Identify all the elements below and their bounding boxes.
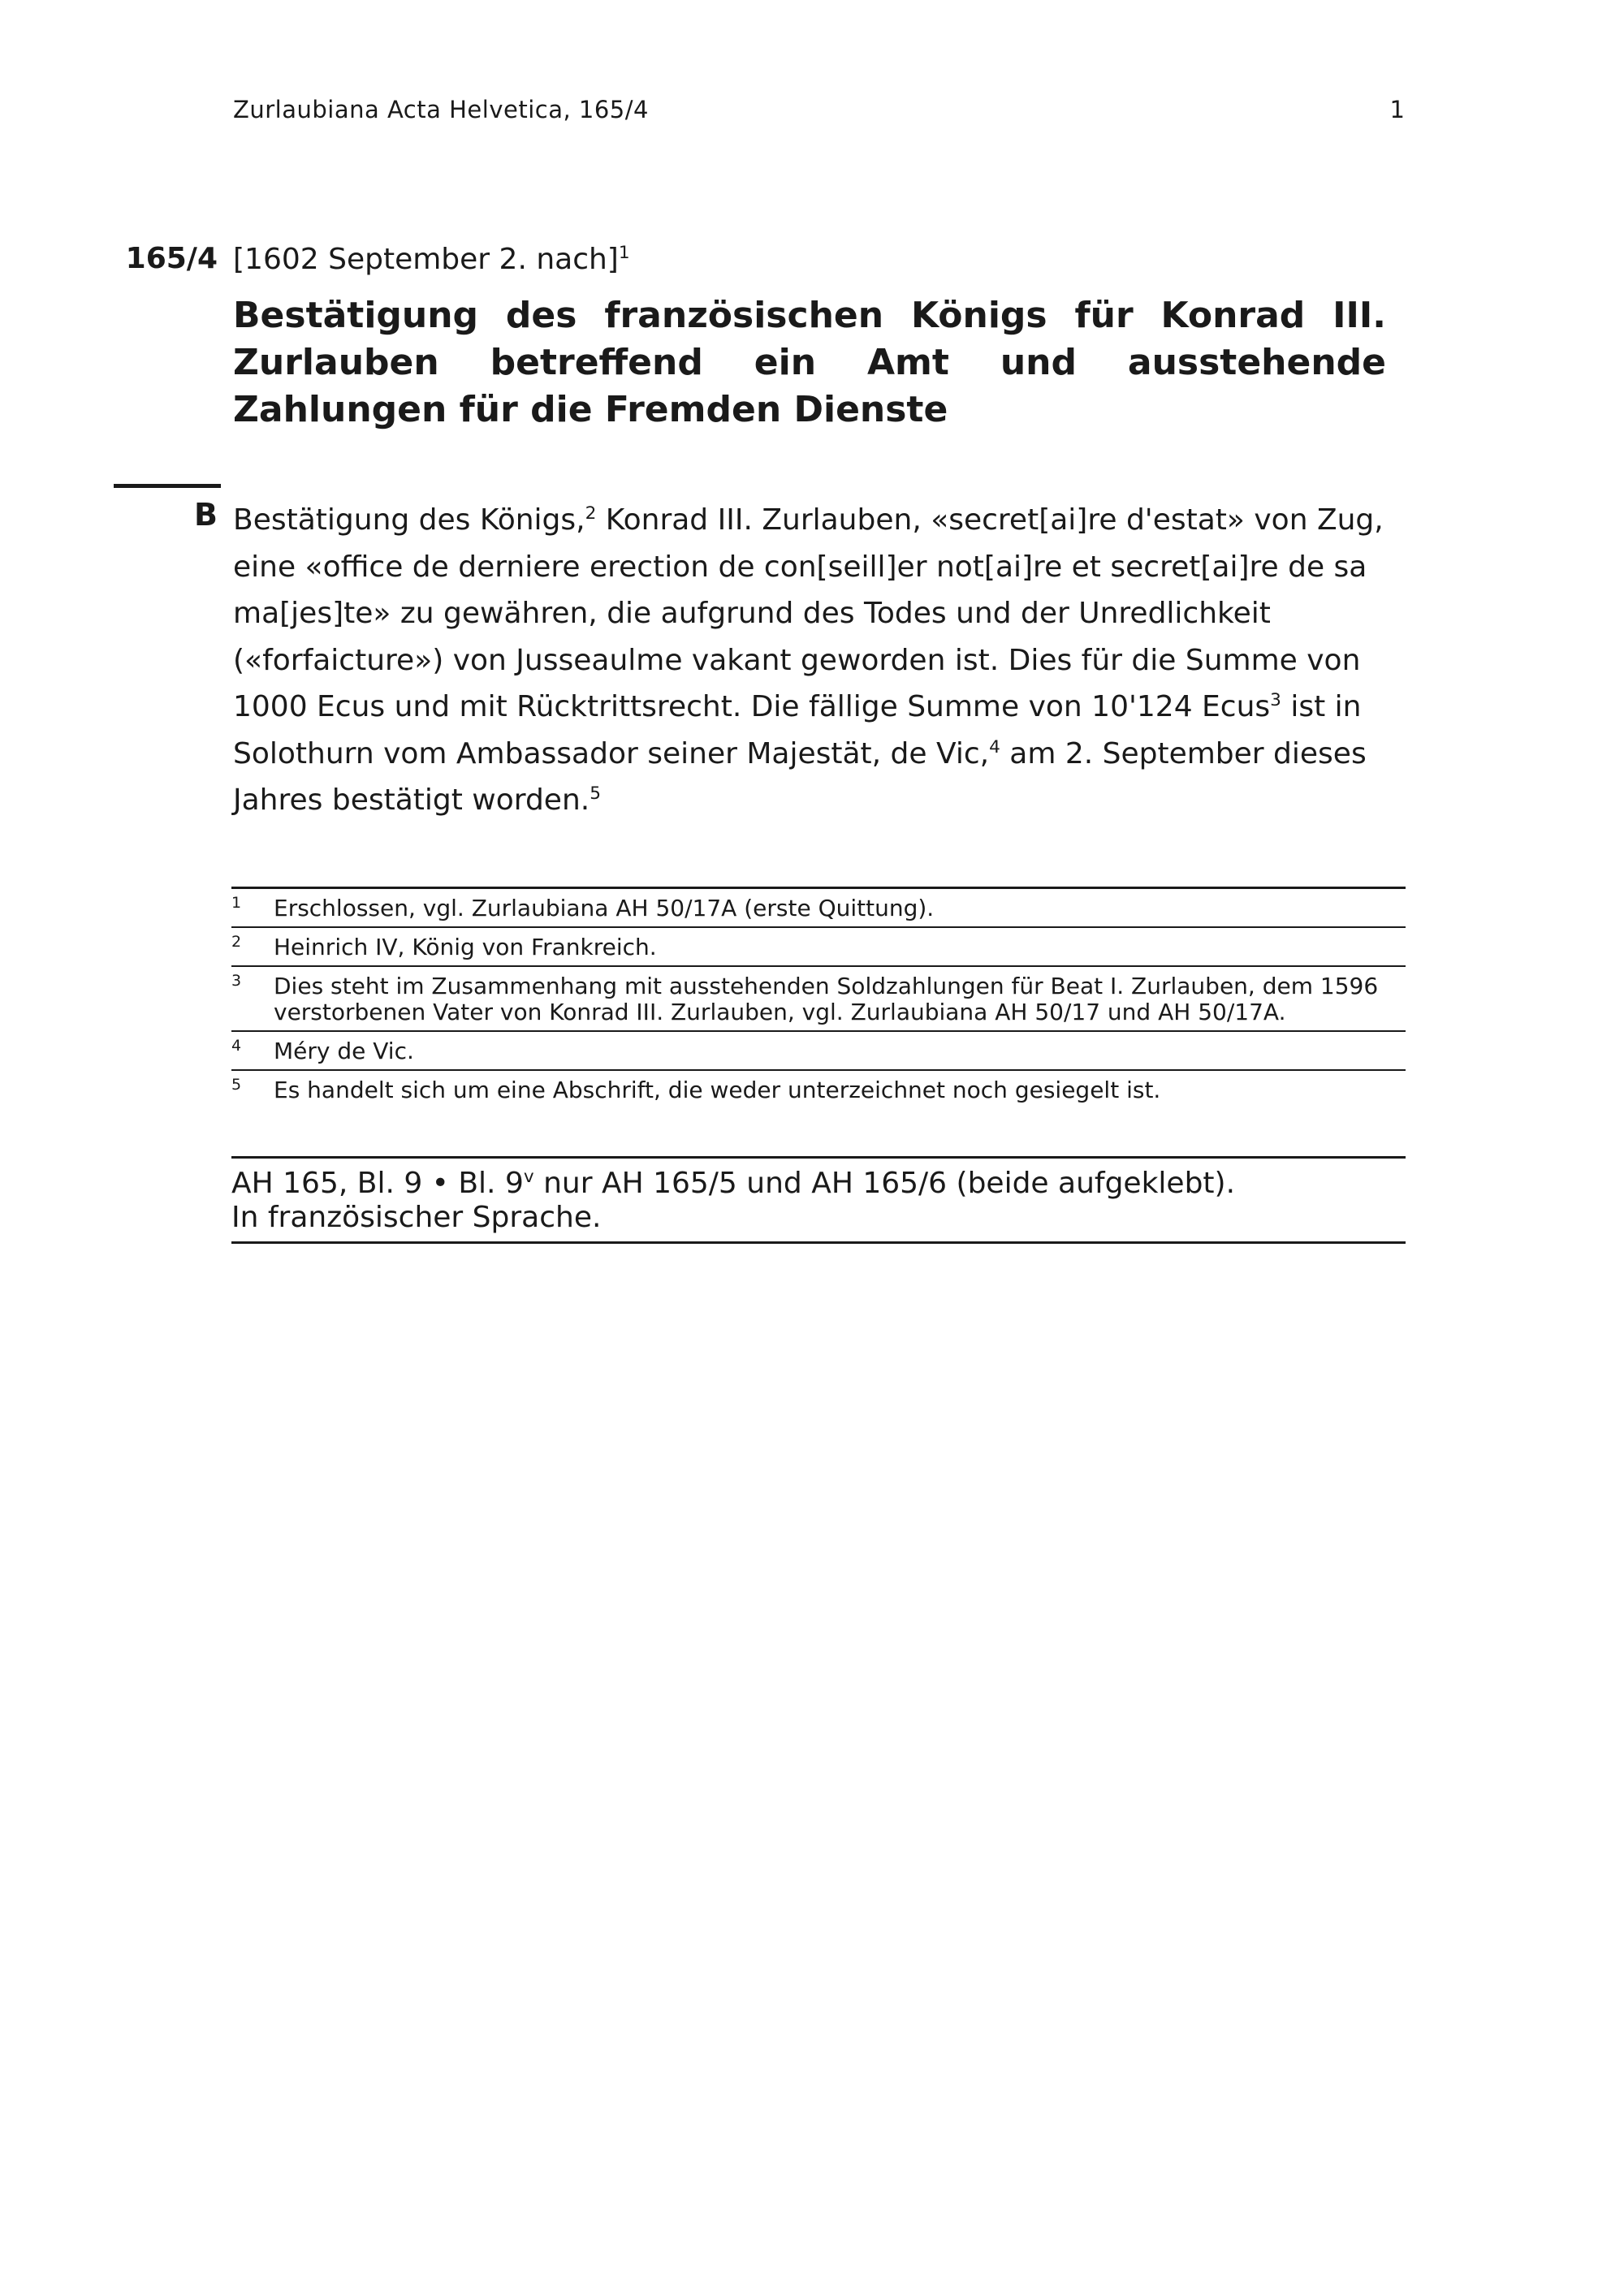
document-number: 165/4 xyxy=(125,242,218,275)
footnote-ref-5[interactable]: 5 xyxy=(590,783,601,804)
footnote-text: Dies steht im Zusammenhang mit ausstehenden Soldzahlungen für Beat I. Zurlauben, dem 1596 verstorbenen Vater von Konrad III. Zurlauben, vgl. Zurlaubiana AH 50/17 und AH 50/17A. xyxy=(274,966,1406,1031)
footnote-text: Es handelt sich um eine Abschrift, die weder unterzeichnet noch gesiegelt ist. xyxy=(274,1070,1406,1108)
verso-mark: v xyxy=(523,1167,534,1187)
document-body xyxy=(233,497,1393,824)
language-note: In französischer Sprache. xyxy=(231,1201,602,1234)
footnote-ref-4[interactable]: 4 xyxy=(989,736,1000,757)
footnote-ref-2[interactable]: 2 xyxy=(585,503,597,524)
body-text: Solothurn vom Ambassador seiner Majestät, de Vic, xyxy=(233,736,990,770)
footnote-ref-3[interactable]: 3 xyxy=(1270,690,1281,710)
footnote-row xyxy=(231,888,1406,928)
body-line xyxy=(233,731,1393,778)
body-text: Bestätigung des Königs, xyxy=(233,503,585,537)
source-text: nur AH 165/5 und AH 165/6 (beide aufgeklebt). xyxy=(533,1167,1236,1200)
page-number: 1 xyxy=(1389,96,1405,123)
footnote-row xyxy=(231,966,1406,1031)
body-text: 1000 Ecus und mit Rücktrittsrecht. Die fällige Summe von 10'124 Ecus xyxy=(233,690,1271,723)
footnote-text: Erschlossen, vgl. Zurlaubiana AH 50/17A (erste Quittung). xyxy=(274,888,1406,928)
footnote-number: 3 xyxy=(231,966,274,1031)
running-header: Zurlaubiana Acta Helvetica, 165/4 xyxy=(233,96,649,123)
source-line xyxy=(231,1167,1406,1201)
body-text: Konrad III. Zurlauben, «secret[ai]re d'estat» von Zug, xyxy=(596,503,1384,537)
footnote-ref-1[interactable]: 1 xyxy=(618,243,630,263)
footnote-number: 2 xyxy=(231,927,274,966)
document-title: Bestätigung des französischen Königs für Konrad III. Zurlauben betreffend ein Amt und ausstehende Zahlungen für die Fremden Dienste xyxy=(233,295,1386,430)
footnote-number: 4 xyxy=(231,1031,274,1070)
footnote-row xyxy=(231,1031,1406,1070)
body-line xyxy=(233,684,1393,731)
body-line xyxy=(233,497,1393,544)
source-letter: B xyxy=(194,497,218,533)
source-text: AH 165, Bl. 9 • Bl. 9 xyxy=(231,1167,524,1200)
body-line xyxy=(233,777,1393,824)
footnotes xyxy=(231,887,1406,1108)
document-date xyxy=(233,243,630,276)
footnote-row xyxy=(231,1070,1406,1108)
footnote-number: 5 xyxy=(231,1070,274,1108)
document-date-text: [1602 September 2. nach] xyxy=(233,243,619,276)
body-line: («forfaicture») von Jusseaulme vakant geworden ist. Dies für die Summe von xyxy=(233,643,1361,677)
footnote-number: 1 xyxy=(231,888,274,928)
section-rule xyxy=(114,484,221,488)
body-line: eine «office de derniere erection de con[seill]er not[ai]re et secret[ai]re de sa xyxy=(233,550,1367,584)
footnote-row xyxy=(231,927,1406,966)
body-text: Jahres bestätigt worden. xyxy=(233,783,590,817)
source-info xyxy=(231,1156,1406,1244)
body-text: ist in xyxy=(1281,690,1362,723)
footnote-text: Méry de Vic. xyxy=(274,1031,1406,1070)
body-text: am 2. September dieses xyxy=(1000,736,1367,770)
footnote-text: Heinrich IV, König von Frankreich. xyxy=(274,927,1406,966)
body-line: ma[jes]te» zu gewähren, die aufgrund des Todes und der Unredlichkeit xyxy=(233,597,1271,630)
